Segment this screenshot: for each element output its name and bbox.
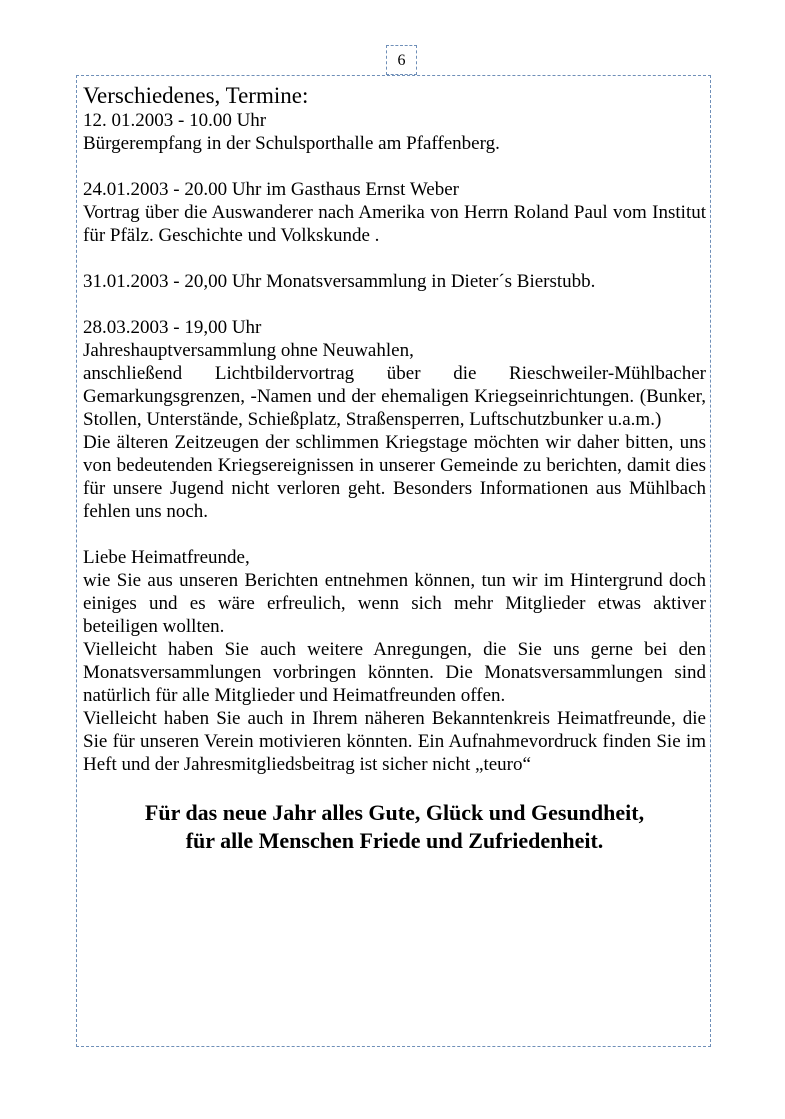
letter	[83, 546, 706, 776]
section-title: Verschiedenes, Termine:	[83, 83, 309, 108]
letter-paragraph: wie Sie aus unseren Berichten entnehmen können, tun wir im Hintergrund doch einiges und es wäre erfreulich, wenn sich mehr Mitglieder etwas aktiver beteiligen wollten.	[83, 570, 706, 637]
event-1	[83, 109, 706, 155]
event-description: Bürgerempfang in der Schulsporthalle am Pfaffenberg.	[83, 133, 500, 154]
closing-greeting	[83, 799, 706, 855]
letter-paragraph: Vielleicht haben Sie auch in Ihrem näheren Bekanntenkreis Heimatfreunde, die Sie für unseren Verein motivieren könnten. Ein Aufnahmevordruck finden Sie im Heft und der Jahresmitgliedsbeitrag ist sicher nicht „teuro“	[83, 708, 706, 775]
letter-salutation: Liebe Heimatfreunde,	[83, 547, 250, 568]
event-2	[83, 178, 706, 247]
event-3	[83, 270, 706, 293]
closing-line-1: Für das neue Jahr alles Gute, Glück und Gesundheit,	[144, 800, 645, 825]
letter-paragraph: Vielleicht haben Sie auch weitere Anregungen, die Sie uns gerne bei den Monatsversammlungen vorbringen könnten. Die Monatsversammlungen sind natürlich für alle Mitglieder und Heimatfreunden offen.	[83, 639, 706, 706]
event-description: anschließend Lichtbildervortrag über die Rieschweiler-Mühlbacher Gemarkungsgrenzen, -Namen und der ehemaligen Kriegseinrichtungen. (Bunker, Stollen, Unterstände, Schießplatz, Straßensperren, Luftschutzbunker u.a.m.)	[83, 363, 706, 430]
event-appeal: Die älteren Zeitzeugen der schlimmen Kriegstage möchten wir daher bitten, uns von bedeutenden Kriegsereignissen in unserer Gemeinde zu berichten, damit dies für unsere Jugend nicht verloren geht. Besonders Informationen aus Mühlbach fehlen uns noch.	[83, 432, 706, 522]
event-date: 24.01.2003 - 20.00 Uhr im Gasthaus Ernst Weber	[83, 179, 459, 200]
event-date: 12. 01.2003 - 10.00 Uhr	[83, 110, 267, 131]
page-number: 6	[386, 45, 417, 75]
closing-line-2: für alle Menschen Friede und Zufriedenheit.	[185, 828, 604, 853]
event-date: 28.03.2003 - 19,00 Uhr	[83, 317, 262, 338]
event-description: Vortrag über die Auswanderer nach Amerika von Herrn Roland Paul vom Institut für Pfälz. Geschichte und Volkskunde .	[83, 202, 706, 246]
event-4	[83, 316, 706, 523]
text-frame	[76, 75, 711, 1047]
event-title: Jahreshauptversammlung ohne Neuwahlen,	[83, 340, 414, 361]
event-date: 31.01.2003 - 20,00 Uhr Monatsversammlung in Dieter´s Bierstubb.	[83, 271, 596, 292]
